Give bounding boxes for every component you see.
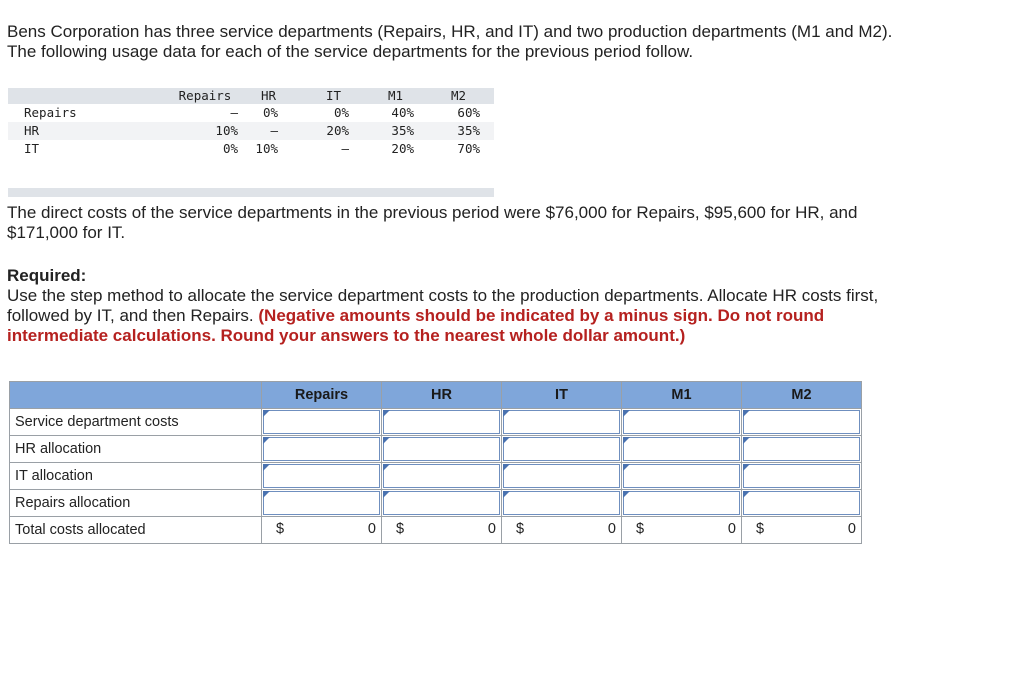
total-value: 0 xyxy=(487,521,496,537)
usage-cell: 20% xyxy=(391,141,414,156)
input-hr-allocation-m2[interactable] xyxy=(742,436,862,463)
input-marker-icon xyxy=(263,464,270,471)
required-line-2 xyxy=(7,306,1007,326)
input-it-allocation-m2[interactable] xyxy=(742,463,862,490)
input-box[interactable] xyxy=(263,491,380,515)
usage-row-label: Repairs xyxy=(24,105,77,120)
input-hr-allocation-repairs[interactable] xyxy=(262,436,382,463)
total-m2 xyxy=(742,517,862,544)
allocation-header-row xyxy=(10,382,862,409)
input-repairs-allocation-hr[interactable] xyxy=(382,490,502,517)
input-box[interactable] xyxy=(623,491,740,515)
usage-header-m2: M2 xyxy=(451,88,467,103)
input-box[interactable] xyxy=(383,491,500,515)
input-it-allocation-repairs[interactable] xyxy=(262,463,382,490)
input-marker-icon xyxy=(383,491,390,498)
allocation-header-hr: HR xyxy=(382,382,502,409)
usage-row-label: IT xyxy=(24,141,40,156)
total-hr xyxy=(382,517,502,544)
input-box[interactable] xyxy=(503,437,620,461)
input-box[interactable] xyxy=(383,464,500,488)
usage-header-hr: HR xyxy=(261,88,277,103)
input-box[interactable] xyxy=(623,410,740,434)
usage-cell: 0% xyxy=(262,105,278,120)
currency-symbol: $ xyxy=(636,521,645,537)
direct-costs-line-2: $171,000 for IT. xyxy=(7,223,126,242)
usage-cell: — xyxy=(230,105,238,120)
input-marker-icon xyxy=(623,491,630,498)
input-box[interactable] xyxy=(263,410,380,434)
allocation-row-total xyxy=(10,517,862,544)
input-box[interactable] xyxy=(263,437,380,461)
input-marker-icon xyxy=(743,410,750,417)
currency-symbol: $ xyxy=(276,521,285,537)
input-box[interactable] xyxy=(383,410,500,434)
usage-cell: 35% xyxy=(391,123,414,138)
direct-costs-line-1: The direct costs of the service departments in the previous period were $76,000 for Repairs, $95,600 for HR, and xyxy=(7,203,858,222)
input-marker-icon xyxy=(743,437,750,444)
input-hr-allocation-it[interactable] xyxy=(502,436,622,463)
input-box[interactable] xyxy=(383,437,500,461)
input-marker-icon xyxy=(263,491,270,498)
usage-cell: 70% xyxy=(457,141,480,156)
input-marker-icon xyxy=(623,464,630,471)
direct-costs-text xyxy=(7,203,1007,243)
input-marker-icon xyxy=(623,437,630,444)
input-service-costs-m2[interactable] xyxy=(742,409,862,436)
total-it xyxy=(502,517,622,544)
allocation-header-m2: M2 xyxy=(742,382,862,409)
input-marker-icon xyxy=(503,410,510,417)
input-marker-icon xyxy=(503,437,510,444)
total-value: 0 xyxy=(607,521,616,537)
usage-cell: 40% xyxy=(391,105,414,120)
input-marker-icon xyxy=(383,464,390,471)
input-repairs-allocation-it[interactable] xyxy=(502,490,622,517)
input-hr-allocation-m1[interactable] xyxy=(622,436,742,463)
input-box[interactable] xyxy=(743,410,860,434)
total-value: 0 xyxy=(727,521,736,537)
input-marker-icon xyxy=(383,410,390,417)
usage-cell: 60% xyxy=(457,105,480,120)
total-value: 0 xyxy=(367,521,376,537)
input-service-costs-hr[interactable] xyxy=(382,409,502,436)
input-marker-icon xyxy=(743,464,750,471)
total-m1 xyxy=(622,517,742,544)
input-box[interactable] xyxy=(743,437,860,461)
input-marker-icon xyxy=(263,410,270,417)
allocation-row-label: IT allocation xyxy=(10,463,262,490)
input-hr-allocation-hr[interactable] xyxy=(382,436,502,463)
allocation-row-hr xyxy=(10,436,862,463)
allocation-row-service-costs xyxy=(10,409,862,436)
input-it-allocation-it[interactable] xyxy=(502,463,622,490)
allocation-header-m1: M1 xyxy=(622,382,742,409)
usage-cell: — xyxy=(341,141,349,156)
required-section xyxy=(7,266,1007,346)
usage-row-it xyxy=(8,140,494,158)
usage-row-hr xyxy=(8,122,494,140)
required-line-1: Use the step method to allocate the service department costs to the production departments. Allocate HR costs first, xyxy=(7,286,879,305)
usage-cell: 10% xyxy=(255,141,278,156)
allocation-row-label: Repairs allocation xyxy=(10,490,262,517)
allocation-header-it: IT xyxy=(502,382,622,409)
usage-row-label: HR xyxy=(24,123,40,138)
total-value: 0 xyxy=(847,521,856,537)
required-line-2-text: followed by IT, and then Repairs. xyxy=(7,306,259,325)
intro-line-1: Bens Corporation has three service departments (Repairs, HR, and IT) and two production departments (M1 and M2). xyxy=(7,22,893,41)
currency-symbol: $ xyxy=(756,521,765,537)
usage-header-m1: M1 xyxy=(388,88,404,103)
input-box[interactable] xyxy=(503,491,620,515)
input-repairs-allocation-repairs[interactable] xyxy=(262,490,382,517)
input-marker-icon xyxy=(623,410,630,417)
usage-cell: 10% xyxy=(215,123,238,138)
input-it-allocation-hr[interactable] xyxy=(382,463,502,490)
input-box[interactable] xyxy=(743,464,860,488)
input-box[interactable] xyxy=(263,464,380,488)
input-service-costs-it[interactable] xyxy=(502,409,622,436)
required-warning-2: intermediate calculations. Round your answers to the nearest whole dollar amount.) xyxy=(7,326,686,345)
usage-header-it: IT xyxy=(326,88,342,103)
input-box[interactable] xyxy=(503,410,620,434)
input-service-costs-m1[interactable] xyxy=(622,409,742,436)
allocation-header-repairs: Repairs xyxy=(262,382,382,409)
usage-cell: 20% xyxy=(326,123,349,138)
currency-symbol: $ xyxy=(396,521,405,537)
intro-line-2: The following usage data for each of the service departments for the previous period follow. xyxy=(7,42,694,61)
required-heading: Required: xyxy=(7,266,87,285)
required-warning-1: (Negative amounts should be indicated by a minus sign. Do not round xyxy=(258,306,825,325)
input-marker-icon xyxy=(263,437,270,444)
input-marker-icon xyxy=(383,437,390,444)
input-box[interactable] xyxy=(743,491,860,515)
input-service-costs-repairs[interactable] xyxy=(262,409,382,436)
input-box[interactable] xyxy=(623,437,740,461)
allocation-table xyxy=(9,381,862,544)
usage-data-table xyxy=(8,88,494,197)
usage-table-footer-bar xyxy=(8,188,494,197)
usage-header-repairs: Repairs xyxy=(178,88,232,103)
input-box[interactable] xyxy=(503,464,620,488)
allocation-header-blank xyxy=(10,382,262,409)
input-marker-icon xyxy=(503,491,510,498)
total-repairs xyxy=(262,517,382,544)
input-it-allocation-m1[interactable] xyxy=(622,463,742,490)
allocation-row-label: Service department costs xyxy=(10,409,262,436)
input-marker-icon xyxy=(503,464,510,471)
problem-intro xyxy=(7,22,1007,62)
allocation-row-repairs xyxy=(10,490,862,517)
currency-symbol: $ xyxy=(516,521,525,537)
input-marker-icon xyxy=(743,491,750,498)
usage-row-repairs xyxy=(8,104,494,122)
input-repairs-allocation-m2[interactable] xyxy=(742,490,862,517)
allocation-row-label: HR allocation xyxy=(10,436,262,463)
input-box[interactable] xyxy=(623,464,740,488)
usage-cell: 0% xyxy=(222,141,238,156)
allocation-row-it xyxy=(10,463,862,490)
allocation-total-label: Total costs allocated xyxy=(10,517,262,544)
input-repairs-allocation-m1[interactable] xyxy=(622,490,742,517)
usage-header-row xyxy=(8,88,494,104)
usage-cell: — xyxy=(270,123,278,138)
usage-cell: 35% xyxy=(457,123,480,138)
usage-cell: 0% xyxy=(333,105,349,120)
